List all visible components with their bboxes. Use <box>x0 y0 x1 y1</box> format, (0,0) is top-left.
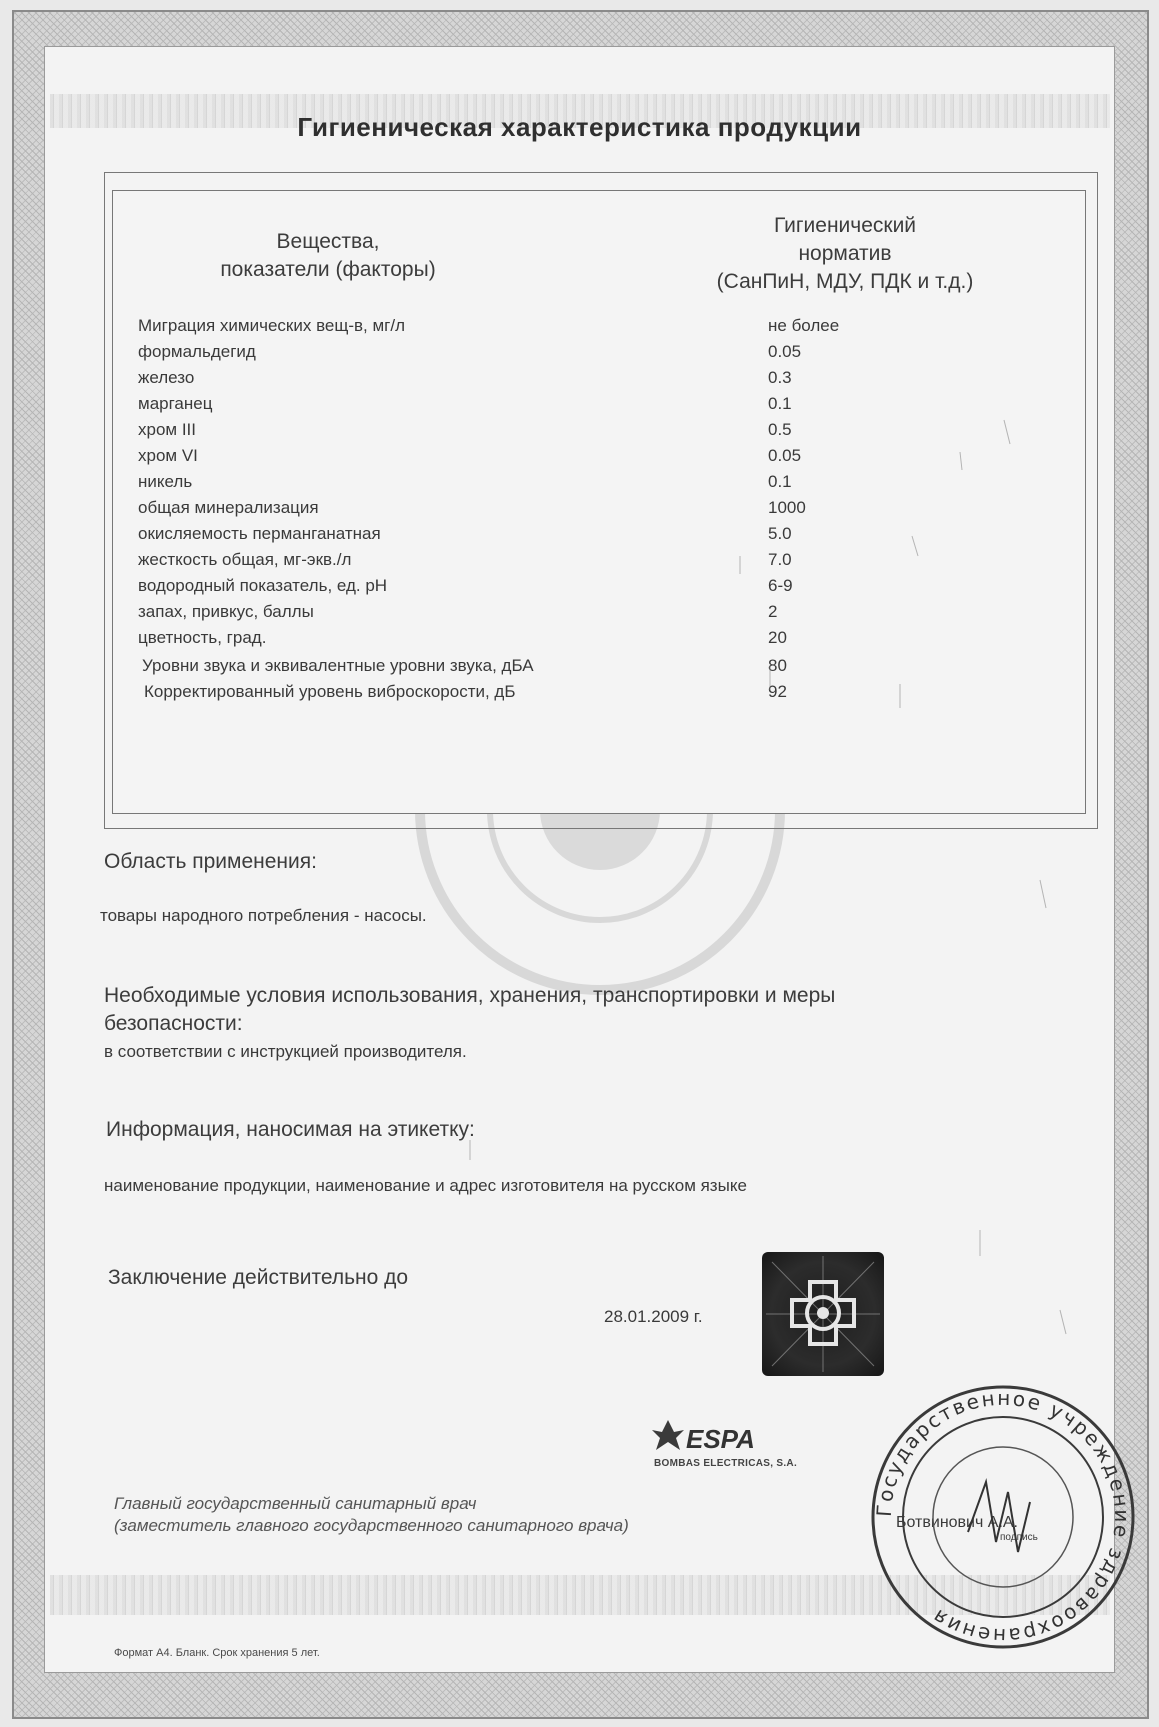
row-value: 0.5 <box>768 420 792 439</box>
row-name: железо <box>138 368 195 387</box>
row-value: 0.1 <box>768 472 792 491</box>
signatory-title-line1: Главный государственный санитарный врач <box>114 1494 477 1513</box>
footer-note: Формат А4. Бланк. Срок хранения 5 лет. <box>114 1647 320 1659</box>
row-value: 5.0 <box>768 524 792 543</box>
row-value: 1000 <box>768 498 806 517</box>
scope-heading: Область применения: <box>104 850 317 873</box>
espa-logo-subtitle: BOMBAS ELECTRICAS, S.A. <box>654 1458 798 1469</box>
hologram-emblem-icon <box>762 1252 884 1376</box>
row-value: 0.05 <box>768 446 802 465</box>
row-name: водородный показатель, ед. pH <box>138 576 388 595</box>
validity-heading: Заключение действительно до <box>108 1266 409 1289</box>
official-seal <box>868 1382 1138 1652</box>
column-header-norm-line3: (СанПиН, МДУ, ПДК и т.д.) <box>716 270 974 293</box>
column-header-norm <box>660 212 1030 296</box>
row-value: 0.05 <box>768 342 802 361</box>
row-value: не более <box>768 316 840 335</box>
label-info-heading: Информация, наносимая на этикетку: <box>106 1118 475 1141</box>
signature-caption: подпись <box>1000 1532 1038 1543</box>
row-name: запах, привкус, баллы <box>138 602 314 621</box>
scope-text: товары народного потребления - насосы. <box>100 906 427 925</box>
row-value: 0.1 <box>768 394 792 413</box>
row-name: Миграция химических вещ-в, мг/л <box>138 316 406 335</box>
row-value: 92 <box>768 682 787 701</box>
handwritten-signature <box>968 1482 1030 1552</box>
conditions-text: в соответствии с инструкцией производителя. <box>104 1042 467 1061</box>
conditions-heading-line2: безопасности: <box>104 1012 243 1035</box>
row-name: никель <box>138 472 193 491</box>
row-name: хром III <box>138 420 196 439</box>
hologram-sticker <box>762 1252 884 1376</box>
row-value: 80 <box>768 656 787 675</box>
seal-text: Государственное учреждение здравоохранения <box>871 1385 1135 1649</box>
validity-date: 28.01.2009 г. <box>604 1307 703 1326</box>
row-name: жесткость общая, мг-экв./л <box>138 550 352 569</box>
label-info-text: наименование продукции, наименование и адрес изготовителя на русском языке <box>104 1176 747 1195</box>
row-value: 20 <box>768 628 787 647</box>
espa-logo-icon <box>650 1418 686 1454</box>
row-value: 0.3 <box>768 368 792 387</box>
row-name: хром VI <box>138 446 198 465</box>
row-name: общая минерализация <box>138 498 319 517</box>
row-name: цветность, град. <box>138 628 267 647</box>
row-name: марганец <box>138 394 213 413</box>
conditions-heading-line1: Необходимые условия использования, хранения, транспортировки и меры <box>104 984 836 1007</box>
page-title: Гигиеническая характеристика продукции <box>297 112 862 142</box>
row-name: формальдегид <box>138 342 256 361</box>
row-name: Корректированный уровень виброскорости, дБ <box>144 682 516 701</box>
column-header-substances <box>188 228 468 284</box>
row-value: 2 <box>768 602 778 621</box>
signatory-name: Ботвинович А.А. <box>896 1514 1018 1531</box>
espa-logo-text: ESPA <box>686 1424 755 1454</box>
column-header-substances-line1: Вещества, <box>276 230 380 253</box>
column-header-norm-line2: норматив <box>798 242 892 265</box>
row-name: окисляемость перманганатная <box>138 524 381 543</box>
column-header-norm-line1: Гигиенический <box>773 214 917 237</box>
row-value: 7.0 <box>768 550 792 569</box>
row-value: 6-9 <box>768 576 793 595</box>
column-header-substances-line2: показатели (факторы) <box>220 258 436 281</box>
signatory-title-line2: (заместитель главного государственного санитарного врача) <box>114 1516 629 1535</box>
row-name: Уровни звука и эквивалентные уровни звука, дБА <box>142 656 534 675</box>
